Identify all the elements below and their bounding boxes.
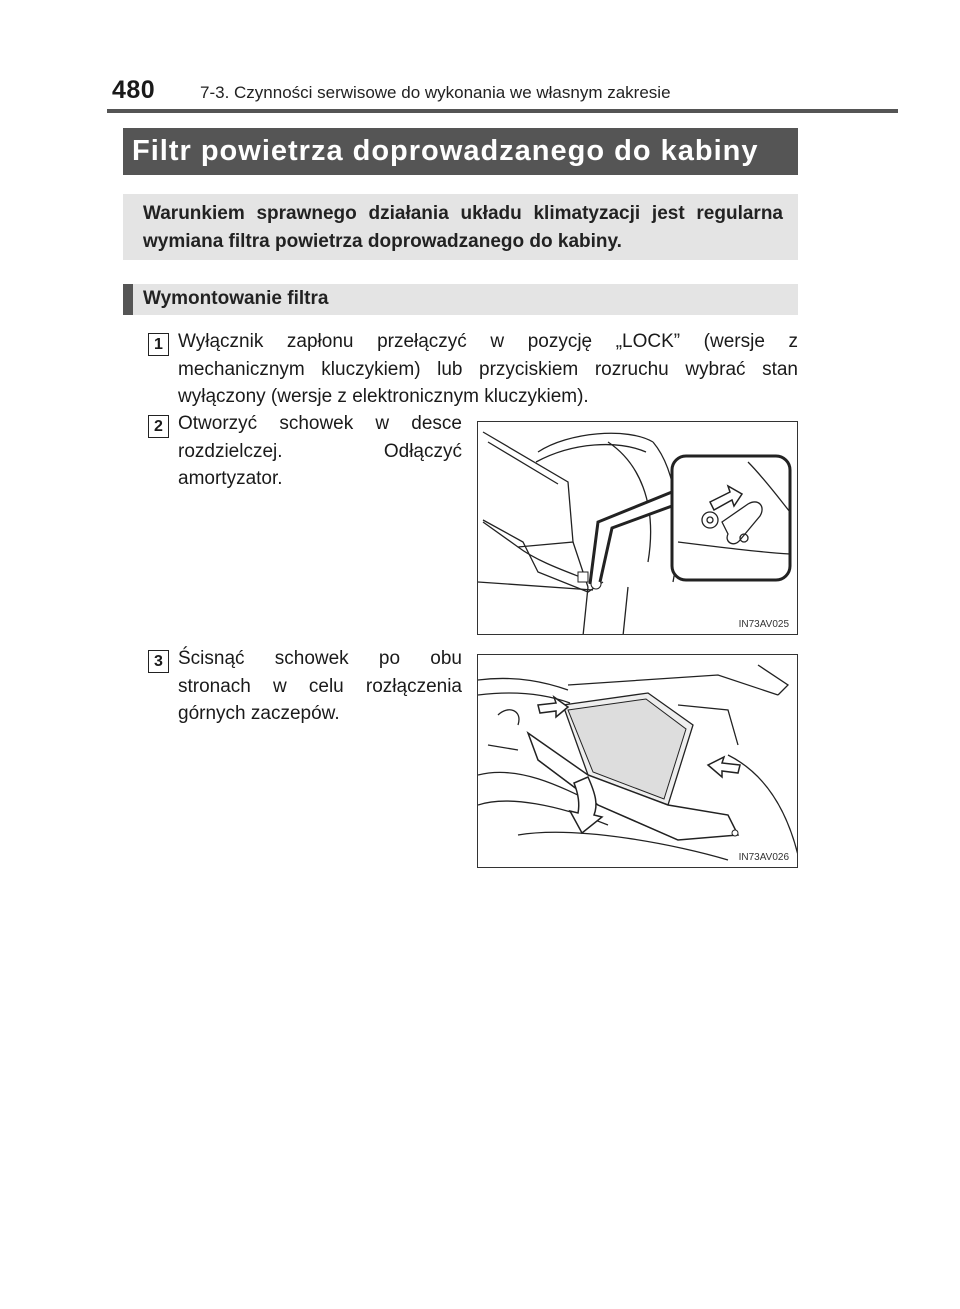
page-number: 480: [112, 76, 156, 104]
step-number-3: 3: [148, 650, 169, 673]
figure-code: IN73AV025: [738, 619, 789, 630]
step-number-1: 1: [148, 333, 169, 356]
figure-squeeze: [477, 654, 798, 868]
intro-text: Warunkiem sprawnego działania układu klimatyzacji jest regularna wymiana filtra powietrza doprowadzanego do kabiny.: [143, 203, 783, 252]
step-number-2: 2: [148, 415, 169, 438]
step-text-3: Ścisnąć schowek po obu stronach w celu rozłączenia górnych zaczepów.: [178, 648, 462, 724]
figure-code: IN73AV026: [738, 852, 789, 863]
header-rule: [107, 109, 898, 113]
section-title: Filtr powietrza doprowadzanego do kabiny: [123, 128, 798, 175]
step-text-2: Otworzyć schowek w desce rozdzielczej. Odłączyć amortyzator.: [178, 413, 462, 489]
subsection-title: Wymontowanie filtra: [143, 288, 329, 309]
running-header: 7-3. Czynności serwisowe do wykonania we własnym zakresie: [200, 83, 671, 102]
glovebox-damper-detail-illustration: [478, 422, 798, 635]
step-text-1: Wyłącznik zapłonu przełączyć w pozycję „LOCK” (wersje z mechanicznym kluczykiem) lub przyciskiem rozruchu wybrać stan wyłączony (wersje z elektronicznym kluczykiem).: [178, 331, 798, 407]
glovebox-squeeze-sides-illustration: [478, 655, 798, 868]
figure-damper: [477, 421, 798, 635]
